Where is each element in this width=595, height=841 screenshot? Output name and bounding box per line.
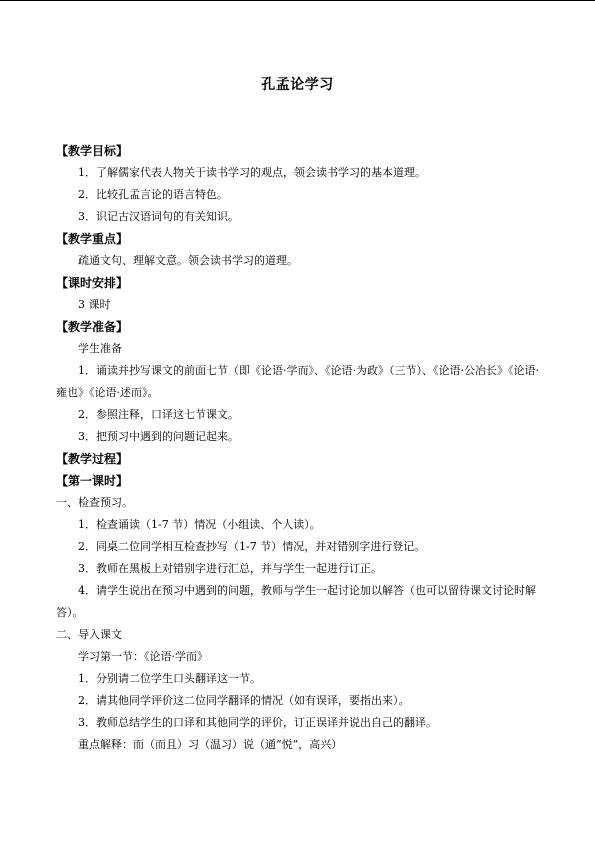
body-line: 3．教师总结学生的口译和其他同学的评价，订正误译并说出自己的翻译。	[78, 716, 437, 729]
section-heading: 【教学重点】	[56, 232, 129, 246]
body-line: 3 课时	[78, 298, 111, 311]
body-line: 1．检查诵读（1-7 节）情况（小组读、个人读）。	[78, 518, 321, 531]
body-line: 重点解释：而（而且）习（温习）说（通“悦”，高兴）	[78, 738, 343, 751]
body-paragraph: 4．请学生说出在预习中遇到的问题，教师与学生一起讨论加以解答（也可以留待课文讨论时解答）。	[56, 584, 536, 619]
body-line: 1．了解儒家代表人物关于读书学习的观点，领会读书学习的基本道理。	[78, 166, 426, 179]
top-border-line	[0, 0, 595, 1]
body-line: 学习第一节：《论语·学而》	[78, 650, 208, 663]
body-line: 1．分别请二位学生口头翻译这一节。	[78, 672, 261, 685]
section-heading: 【教学准备】	[56, 320, 129, 334]
body-line: 2．同桌二位同学相互检查抄写（1-7 节）情况，并对错别字进行登记。	[78, 540, 426, 553]
section-heading: 【教学目标】	[56, 144, 129, 158]
body-line: 2．参照注释，口译这七节课文。	[78, 408, 239, 421]
body-line: 2．比较孔孟言论的语言特色。	[78, 188, 228, 201]
body-paragraph: 1．诵读并抄写课文的前面七节（即《论语·学而》、《论语·为政》（三节）、《论语·公冶长》《论语·雍也》《论语·述而》。	[56, 364, 539, 399]
body-line: 3．识记古汉语词句的有关知识。	[78, 210, 239, 223]
section-subheading: 二、导入课文	[56, 628, 122, 641]
body-line: 3．把预习中遇到的问题记起来。	[78, 430, 239, 443]
section-heading: 【课时安排】	[56, 276, 129, 290]
section-heading: 【教学过程】	[56, 452, 129, 466]
body-line: 疏通文句、理解文意。领会读书学习的道理。	[78, 254, 298, 267]
body-line: 3．教师在黑板上对错别字进行汇总，并与学生一起进行订正。	[78, 562, 382, 575]
body-line: 学生准备	[78, 342, 122, 355]
section-subheading: 一、检查预习。	[56, 496, 133, 509]
body-line: 2．请其他同学评价这二位同学翻译的情况（如有误译，要指出来）。	[78, 694, 410, 707]
document-body	[56, 140, 546, 756]
document-title: 孔孟论学习	[261, 77, 334, 93]
section-heading: 【第一课时】	[56, 474, 129, 488]
